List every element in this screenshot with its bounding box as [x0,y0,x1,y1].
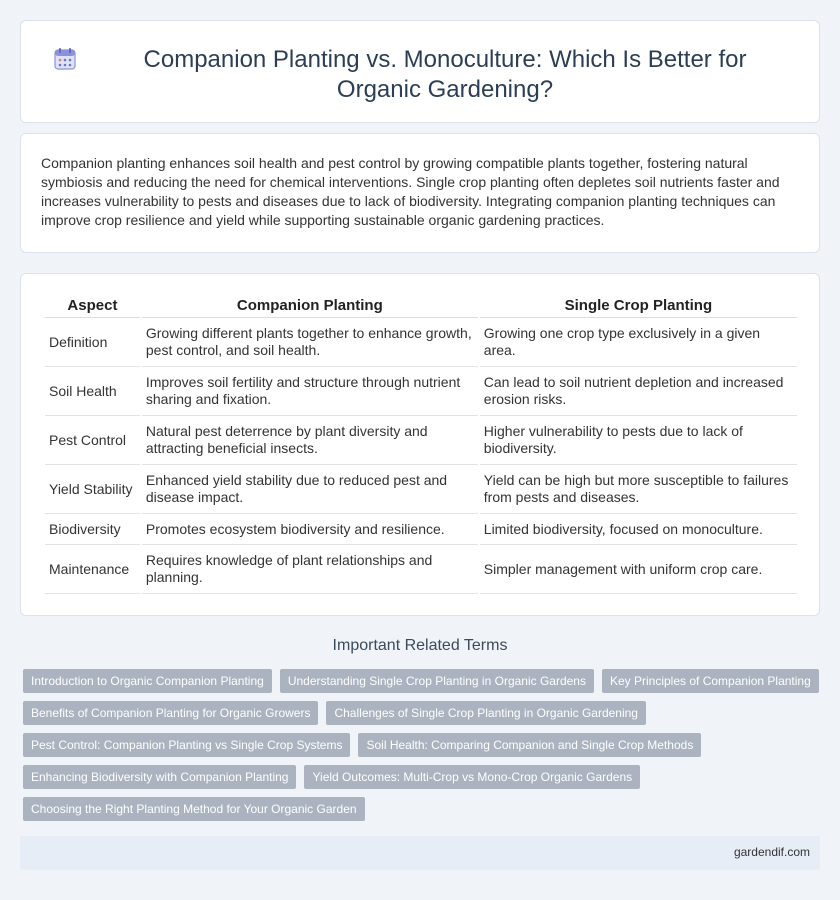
related-term-tag[interactable]: Introduction to Organic Companion Planting [23,669,272,693]
table-row [45,416,797,465]
table-row [45,465,797,514]
comparison-card [20,273,820,616]
related-terms-list [23,669,823,829]
single-crop-cell: Simpler management with uniform crop care. [480,545,797,594]
related-term-tag[interactable]: Understanding Single Crop Planting in Organic Gardens [280,669,594,693]
intro-paragraph: Companion planting enhances soil health and pest control by growing compatible plants together, fostering natural symbiosis and reducing the need for chemical interventions. Single crop planting often depletes soil nutrients faster and increases vulnerability to pests and diseases due to lack of biodiversity. Integrating companion planting techniques can improve crop resilience and yield while supporting sustainable organic gardening practices. [41,155,780,228]
aspect-cell: Pest Control [45,416,140,465]
footer-bar [20,836,820,870]
related-term-tag[interactable]: Key Principles of Companion Planting [602,669,819,693]
title-card [20,20,820,123]
companion-cell: Growing different plants together to enhance growth, pest control, and soil health. [142,318,478,367]
related-term-tag[interactable]: Soil Health: Comparing Companion and Single Crop Methods [358,733,701,757]
related-terms-heading: Important Related Terms [332,637,508,654]
table-row [45,318,797,367]
table-header-row [45,296,797,318]
companion-cell: Natural pest deterrence by plant diversity and attracting beneficial insects. [142,416,478,465]
companion-cell: Improves soil fertility and structure through nutrient sharing and fixation. [142,367,478,416]
related-term-tag[interactable]: Challenges of Single Crop Planting in Organic Gardening [326,701,646,725]
aspect-cell: Biodiversity [45,514,140,545]
comparison-table [43,296,799,594]
intro-card [20,133,820,253]
aspect-cell: Definition [45,318,140,367]
aspect-cell: Yield Stability [45,465,140,514]
related-term-tag[interactable]: Benefits of Companion Planting for Organic Growers [23,701,318,725]
companion-cell: Requires knowledge of plant relationships and planning. [142,545,478,594]
table-row [45,514,797,545]
header-companion: Companion Planting [142,296,478,318]
footer-site-link[interactable]: gardendif.com [733,845,810,859]
table-row [45,367,797,416]
page-title: Companion Planting vs. Monoculture: Which Is Better for Organic Gardening? [143,46,747,103]
related-term-tag[interactable]: Choosing the Right Planting Method for Your Organic Garden [23,797,365,821]
header-single-crop: Single Crop Planting [480,296,797,318]
single-crop-cell: Higher vulnerability to pests due to lack of biodiversity. [480,416,797,465]
related-term-tag[interactable]: Pest Control: Companion Planting vs Single Crop Systems [23,733,350,757]
single-crop-cell: Limited biodiversity, focused on monoculture. [480,514,797,545]
companion-cell: Promotes ecosystem biodiversity and resilience. [142,514,478,545]
related-term-tag[interactable]: Enhancing Biodiversity with Companion Planting [23,765,296,789]
single-crop-cell: Growing one crop type exclusively in a given area. [480,318,797,367]
related-term-tag[interactable]: Yield Outcomes: Multi-Crop vs Mono-Crop Organic Gardens [304,765,640,789]
single-crop-cell: Yield can be high but more susceptible to failures from pests and diseases. [480,465,797,514]
aspect-cell: Soil Health [45,367,140,416]
companion-cell: Enhanced yield stability due to reduced pest and disease impact. [142,465,478,514]
header-aspect: Aspect [45,296,140,318]
aspect-cell: Maintenance [45,545,140,594]
table-row [45,545,797,594]
single-crop-cell: Can lead to soil nutrient depletion and increased erosion risks. [480,367,797,416]
